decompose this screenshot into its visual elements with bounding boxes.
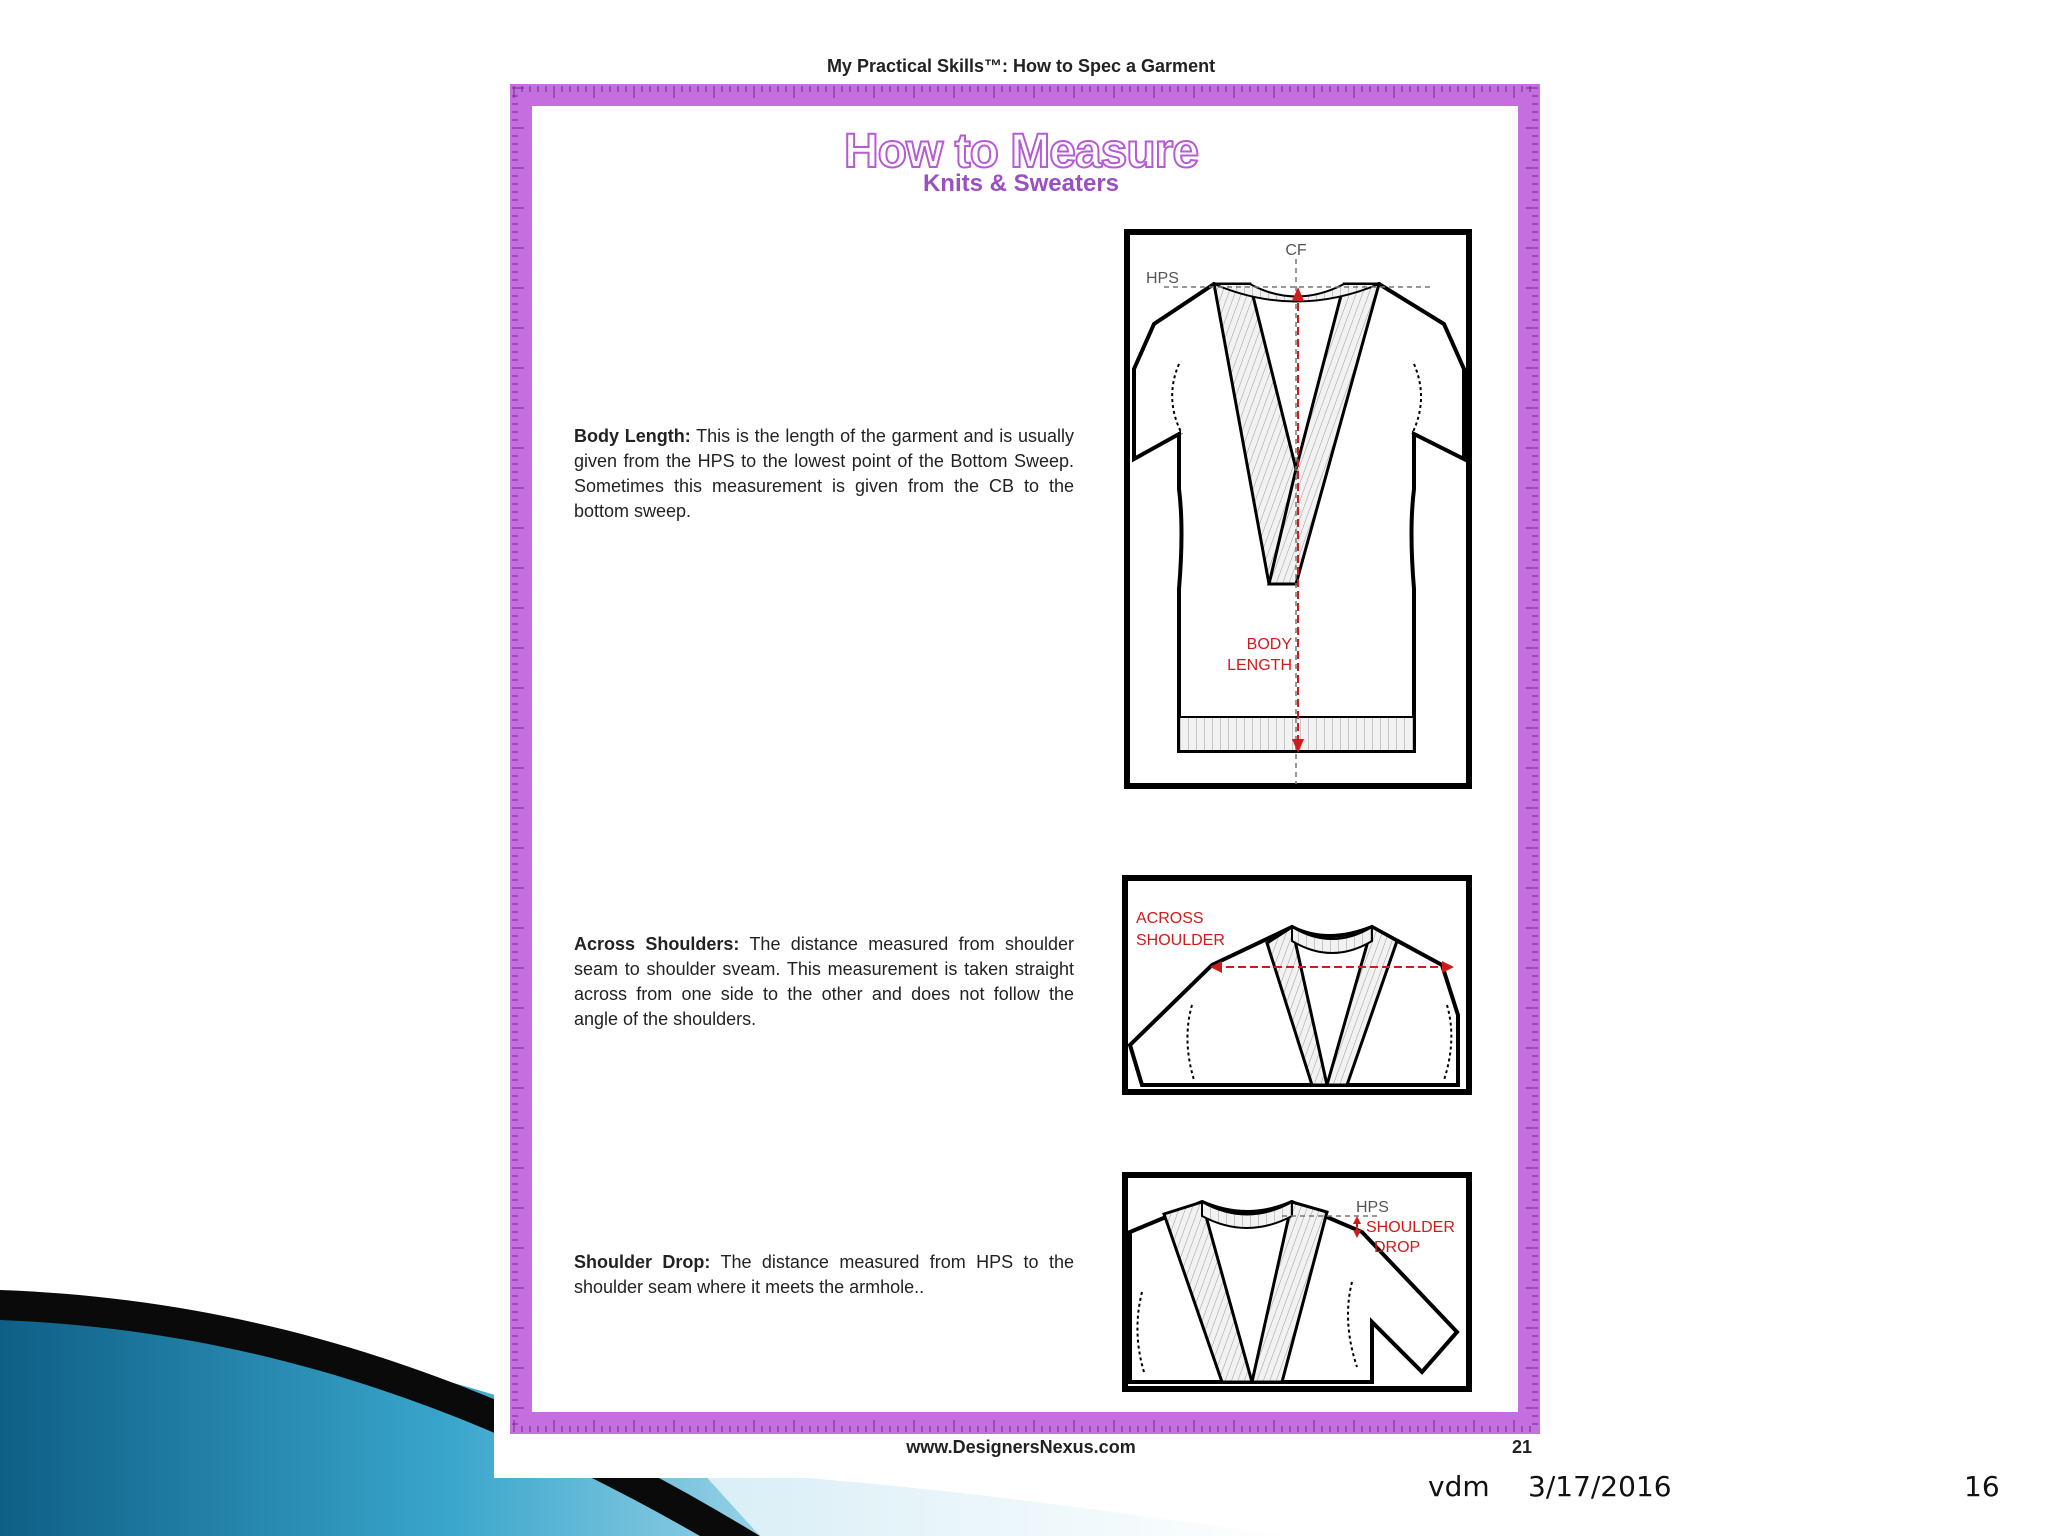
body-length-text: This is the length of the garment and is usually given from the HPS to the lowest point of the Bottom Sweep. Sometimes this measurement is given from the CB to the bottom sweep.	[574, 426, 1074, 521]
across-shoulders-description	[574, 932, 1074, 1032]
slide-footer-number: 16	[1964, 1470, 2000, 1503]
document-page-number: 21	[1512, 1437, 1533, 1457]
shoulder-drop-description	[574, 1250, 1074, 1300]
body-length-label-1: BODY	[1246, 636, 1292, 653]
slide-footer-author: vdm	[1428, 1470, 1490, 1503]
cf-label: CF	[1285, 242, 1307, 259]
shoulder-drop-figure	[1122, 1172, 1472, 1392]
document-page	[494, 44, 1548, 1478]
document-footer-url: www.DesignersNexus.com	[906, 1437, 1136, 1457]
page-subtitle: Knits & Sweaters	[922, 170, 1120, 197]
body-length-description	[574, 424, 1074, 524]
body-length-figure	[1124, 229, 1472, 789]
shoulder-drop-label-1: SHOULDER	[1366, 1219, 1455, 1236]
across-shoulders-text: The distance measured from shoulder seam to shoulder sveam. This measurement is taken straight across from one side to the other and does not follow the angle of the shoulders.	[574, 934, 1074, 1029]
across-shoulders-figure	[1122, 875, 1472, 1095]
body-length-label-2: LENGTH	[1227, 657, 1292, 674]
page-title: How to Measure	[843, 125, 1199, 178]
shoulder-drop-label-2: DROP	[1374, 1239, 1421, 1256]
across-shoulders-term: Across Shoulders:	[574, 934, 740, 954]
hps-label: HPS	[1146, 270, 1179, 287]
across-shoulder-label-2: SHOULDER	[1136, 932, 1225, 949]
slide-footer-date: 3/17/2016	[1528, 1470, 1672, 1503]
body-length-term: Body Length:	[574, 426, 691, 446]
across-shoulder-label-1: ACROSS	[1136, 910, 1204, 927]
shoulder-drop-term: Shoulder Drop:	[574, 1252, 711, 1272]
shoulder-drop-hps-label: HPS	[1356, 1199, 1389, 1216]
document-header: My Practical Skills™: How to Spec a Garment	[826, 56, 1216, 76]
shoulder-drop-text: The distance measured from HPS to the shoulder seam where it meets the armhole..	[574, 1252, 1074, 1297]
